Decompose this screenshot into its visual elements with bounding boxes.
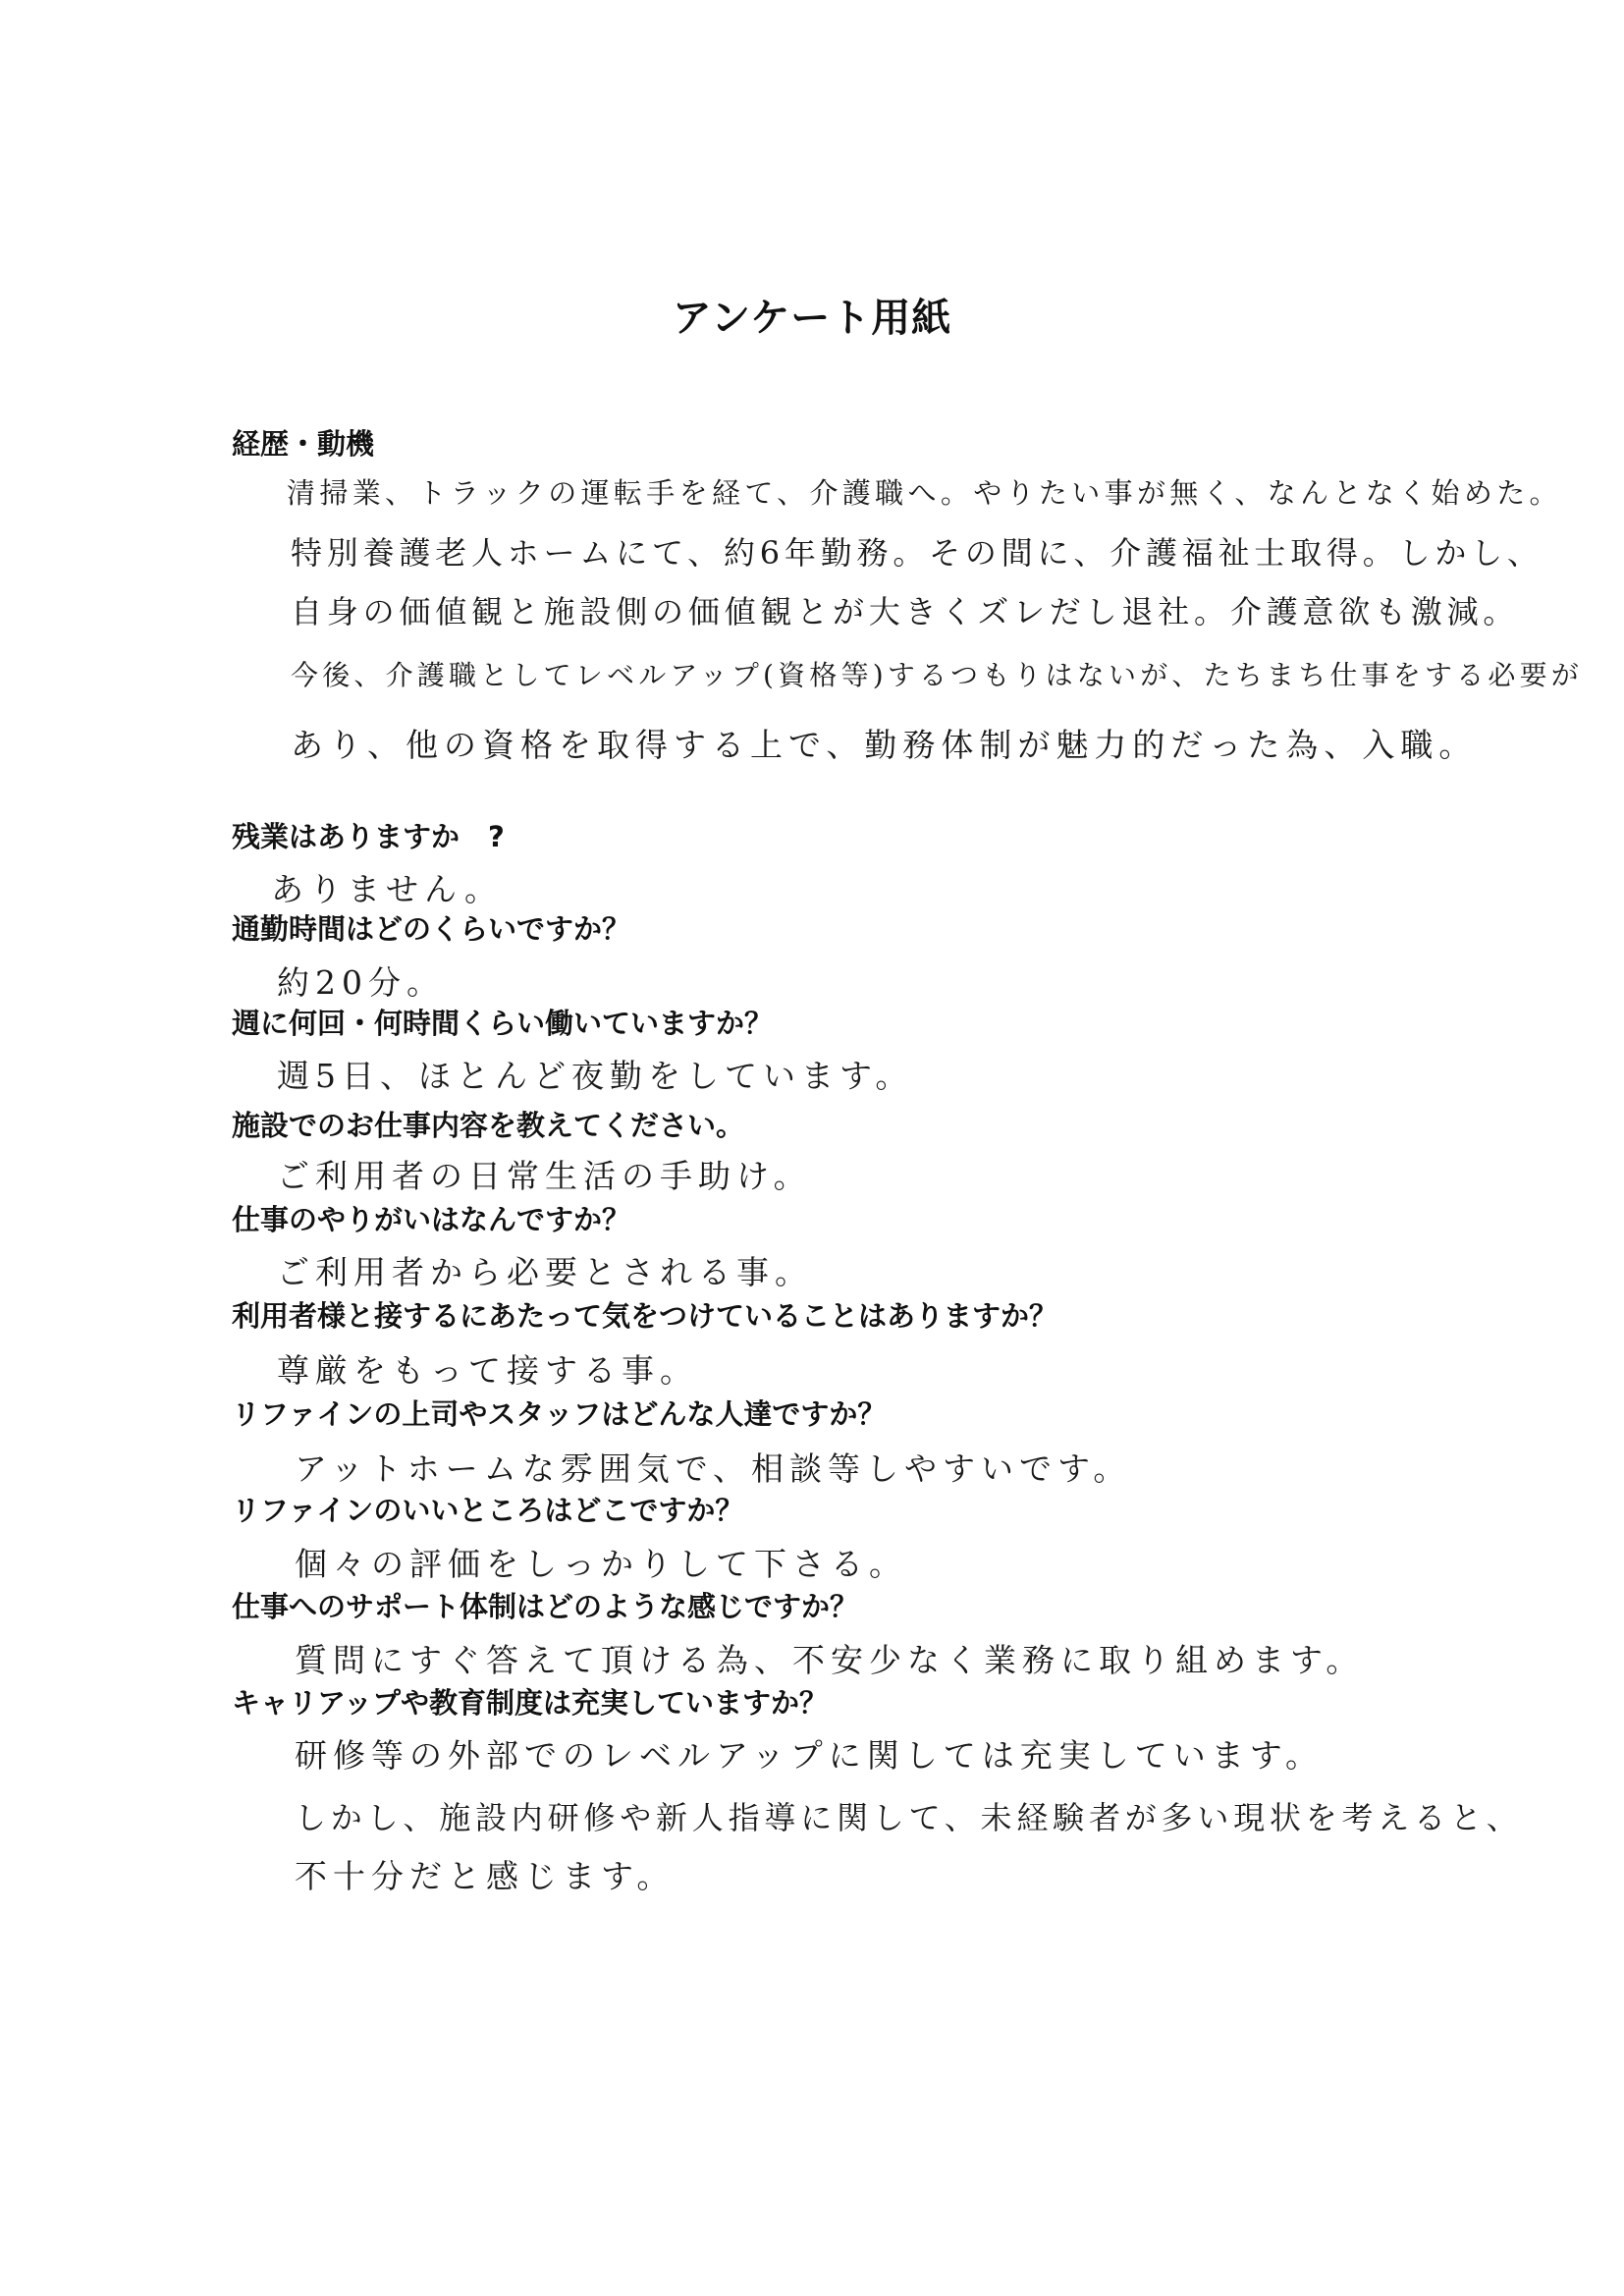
answer-care-points: 尊厳をもって接する事。 xyxy=(277,1351,698,1390)
answer-good-points: 個々の評価をしっかりして下さる。 xyxy=(295,1545,907,1583)
answer-colleagues: アットホームな雰囲気で、相談等しやすいです。 xyxy=(295,1449,1132,1488)
background-heading: 経歴・動機 xyxy=(232,427,375,461)
question-job-content: 施設でのお仕事内容を教えてください。 xyxy=(232,1109,745,1142)
question-work-frequency: 週に何回・何時間くらい働いていますか？ xyxy=(232,1007,774,1040)
question-overtime: 残業はありますか ? xyxy=(232,820,505,853)
question-career: キャリアップや教育制度は充実していますか？ xyxy=(232,1686,828,1720)
answer-rewarding: ご利用者から必要とされる事。 xyxy=(277,1253,813,1291)
answer-support: 質問にすぐ答えて頂ける為、不安少なく業務に取り組めます。 xyxy=(295,1641,1365,1679)
background-line: 特別養護老人ホームにて、約6年勤務。その間に、介護福祉士取得。しかし、 xyxy=(291,534,1543,572)
page-title: アンケート用紙 xyxy=(672,296,952,341)
background-line: あり、他の資格を取得する上で、勤務体制が魅力的だった為、入職。 xyxy=(291,726,1478,764)
question-good-points: リファインのいいところはどこですか？ xyxy=(232,1494,744,1527)
answer-overtime: ありません。 xyxy=(271,870,503,908)
background-line: 今後、介護職としてレベルアップ(資格等)するつもりはないが、たちまち仕事をする必要が xyxy=(291,659,1584,691)
question-colleagues: リファインの上司やスタッフはどんな人達ですか？ xyxy=(232,1397,887,1431)
answer-commute: 約20分。 xyxy=(277,963,445,1002)
background-line: 自身の価値観と施設側の価値観とが大きくズレだし退社。介護意欲も激減。 xyxy=(291,593,1520,630)
background-line: 清掃業、トラックの運転手を経て、介護職へ。やりたい事が無く、なんとなく始めた。 xyxy=(287,476,1562,510)
answer-job-content: ご利用者の日常生活の手助け。 xyxy=(277,1157,812,1195)
answer-career-line: しかし、施設内研修や新人指導に関して、未経験者が多い現状を考えると、 xyxy=(295,1799,1523,1836)
question-rewarding: 仕事のやりがいはなんですか？ xyxy=(232,1203,631,1236)
answer-career-line: 不十分だと感じます。 xyxy=(295,1857,676,1895)
question-commute: 通勤時間はどのくらいですか？ xyxy=(232,912,631,946)
answer-career-line: 研修等の外部でのレベルアップに関しては充実しています。 xyxy=(295,1736,1325,1775)
question-support: 仕事へのサポート体制はどのような感じですか？ xyxy=(232,1590,859,1623)
answer-work-frequency: 週5日、ほとんど夜勤をしています。 xyxy=(277,1057,914,1095)
question-care-points: 利用者様と接するにあたって気をつけていることはありますか？ xyxy=(232,1299,1058,1333)
